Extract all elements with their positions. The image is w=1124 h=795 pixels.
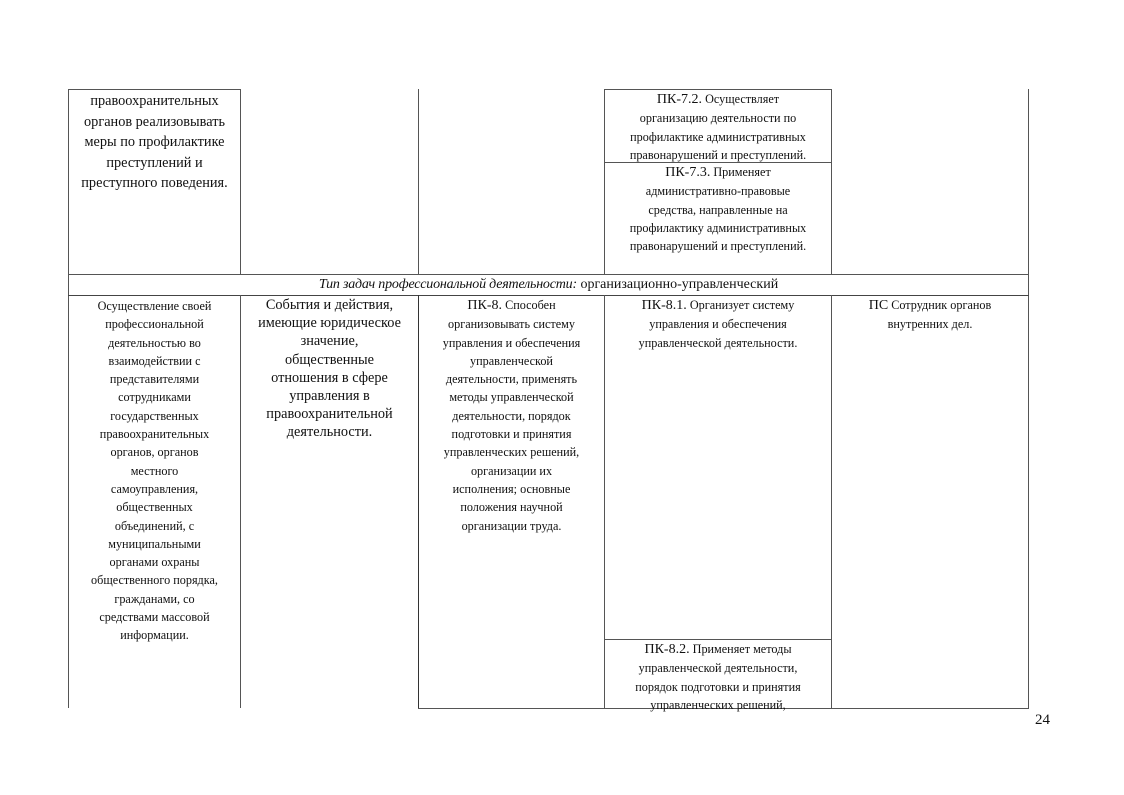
- text-line: представителями: [109, 372, 200, 387]
- competence-text-start: Способен: [505, 298, 556, 312]
- text-line: организации труда.: [461, 518, 562, 533]
- border-col-2-3: [418, 89, 419, 275]
- indicator-heading: [605, 163, 831, 182]
- text-line: преступлений и: [106, 154, 203, 171]
- indicator-heading: [605, 90, 831, 109]
- text-line: общественного порядка,: [91, 573, 218, 588]
- text-line: отношения в сфере: [271, 369, 388, 386]
- text-line: подготовки и принятия: [451, 427, 572, 442]
- indicator-code: ПК-8.2.: [644, 642, 690, 657]
- section-heading-value: организационно-управленческий: [580, 277, 779, 292]
- indicator-text-start: Организует систему: [689, 298, 795, 312]
- text-line: преступного поведения.: [81, 175, 228, 192]
- text-line: значение,: [300, 333, 359, 350]
- text-line: имеющие юридическое: [258, 315, 401, 332]
- text-line: организовывать систему: [448, 317, 575, 332]
- objects-cell: [241, 296, 418, 442]
- text-line: органами охраны: [109, 555, 200, 570]
- text-line: гражданами, со: [114, 591, 195, 606]
- text-line: меры по профилактике: [84, 134, 225, 151]
- competence-pk-8: [419, 296, 604, 535]
- text-line: профилактику административных: [629, 220, 807, 235]
- text-line: взаимодействии с: [108, 353, 201, 368]
- indicator-heading: [605, 296, 831, 315]
- text-line: управленческих решений,: [443, 445, 580, 460]
- section-heading-label: Тип задач профессиональной деятельности:: [318, 277, 577, 292]
- competence-code: ПК-8.: [467, 298, 503, 313]
- text-line: самоуправления,: [110, 481, 199, 496]
- border-col-right: [1028, 89, 1029, 709]
- text-line: средствами массовой: [99, 610, 210, 625]
- text-line: управленческих решений,: [650, 697, 786, 712]
- text-line: сотрудниками: [118, 390, 191, 405]
- text-line: общественных: [116, 500, 193, 515]
- text-line: профилактике административных: [630, 129, 806, 144]
- text-line: административно-правовые: [645, 184, 791, 199]
- text-line: муниципальными: [108, 536, 201, 551]
- text-line: управленческой: [470, 353, 553, 368]
- indicator-pk-7-2: [605, 90, 831, 164]
- text-line: деятельностью во: [108, 335, 201, 350]
- text-line: государственных: [110, 408, 199, 423]
- border-col-1-2: [240, 89, 241, 275]
- task-cell-continued: [69, 91, 240, 194]
- indicator-pk-7-3: [605, 163, 831, 255]
- text-line: правонарушений и преступлений.: [629, 147, 807, 162]
- text-line: деятельности, порядок: [452, 408, 571, 423]
- page-number: 24: [1035, 712, 1050, 728]
- text-line: деятельности, применять: [445, 372, 578, 387]
- indicator-code: ПК-8.1.: [641, 298, 687, 313]
- task-cell: [69, 297, 240, 645]
- text-line: общественные: [285, 351, 374, 368]
- text-line: управления в: [289, 388, 370, 405]
- competence-heading: [419, 296, 604, 315]
- text-line: порядок подготовки и принятия: [635, 679, 801, 694]
- indicator-text-start: Применяет методы: [692, 642, 792, 656]
- text-line: Осуществление своей: [97, 299, 212, 313]
- text-line: объединений, с: [114, 518, 195, 533]
- indicator-pk-8-1: [605, 296, 831, 352]
- text-line: органов реализовывать: [84, 113, 225, 130]
- text-line: управления и обеспечения: [649, 317, 787, 332]
- text-line: местного: [130, 463, 179, 478]
- text-line: средства, направленные на: [648, 202, 788, 217]
- text-line: организацию деятельности по: [639, 111, 797, 126]
- indicator-code: ПК-7.2.: [656, 92, 703, 107]
- text-line: События и действия,: [265, 297, 394, 313]
- border-main-col-4-5: [831, 295, 832, 709]
- text-line: исполнения; основные: [452, 481, 571, 496]
- text-line: положения научной: [460, 500, 563, 515]
- indicator-heading: [605, 640, 831, 659]
- text-line: управления и обеспечения: [442, 335, 581, 350]
- text-line: управленческой деятельности.: [638, 335, 798, 350]
- standard-text-start: Сотрудник органов: [891, 298, 992, 312]
- text-line: деятельности.: [286, 424, 373, 441]
- indicator-pk-8-2: [605, 640, 831, 714]
- border-col-4-5: [831, 89, 832, 275]
- section-heading: [69, 275, 1028, 295]
- text-line: правоохранительных: [90, 93, 219, 109]
- text-line: органов, органов: [110, 445, 199, 460]
- text-line: профессиональной: [105, 317, 204, 332]
- standard-heading: [832, 296, 1028, 315]
- text-line: методы управленческой: [449, 390, 574, 405]
- border-top-col1: [68, 89, 241, 90]
- text-line: управленческой деятельности,: [638, 661, 798, 676]
- standard-code: ПС: [868, 298, 889, 313]
- text-line: организации их: [470, 463, 553, 478]
- text-line: правоохранительной: [266, 406, 393, 423]
- professional-standard-cell: [832, 296, 1028, 334]
- indicator-text-start: Осуществляет: [705, 92, 780, 106]
- text-line: внутренних дел.: [887, 317, 973, 332]
- indicator-text-start: Применяет: [713, 165, 771, 179]
- indicator-code: ПК-7.3.: [665, 165, 711, 180]
- text-line: правонарушений и преступлений.: [629, 239, 807, 254]
- text-line: правоохранительных: [99, 427, 210, 442]
- text-line: информации.: [120, 628, 189, 643]
